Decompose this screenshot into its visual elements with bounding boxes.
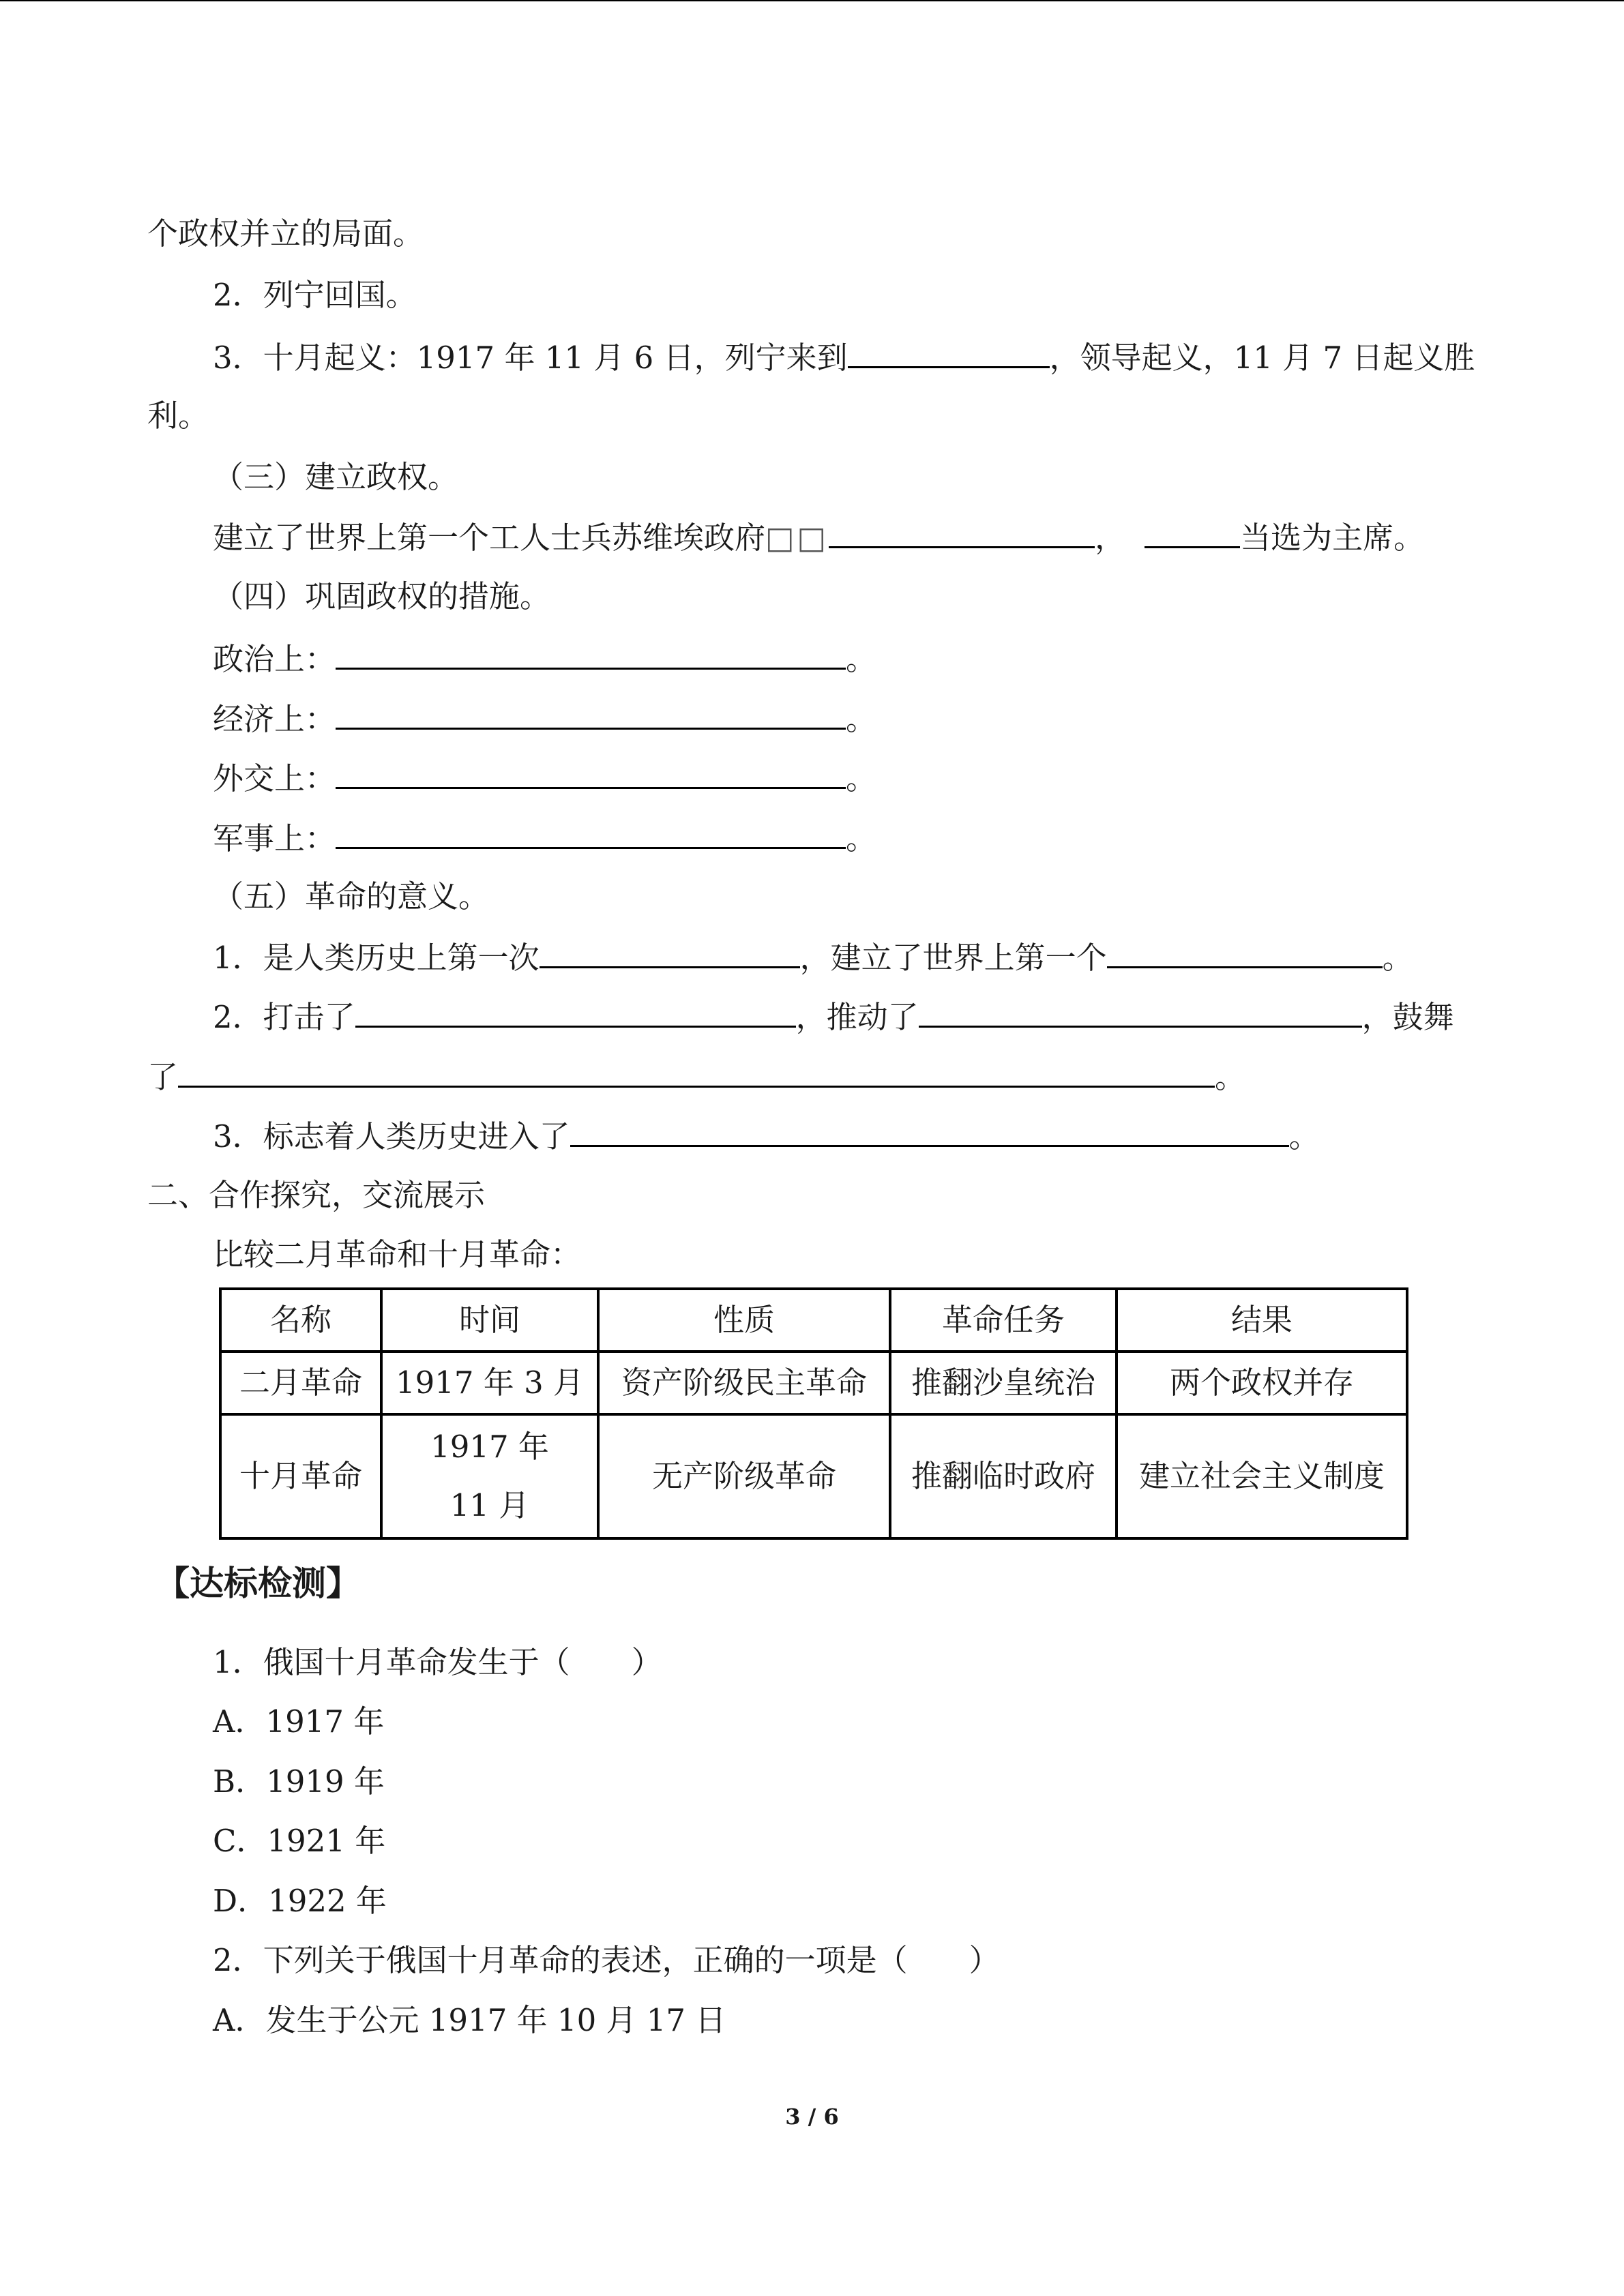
text-line: 建立了世界上第一个工人士兵苏维埃政府□□ ， 当选为主席。 xyxy=(213,516,1424,558)
fill-blank[interactable] xyxy=(336,698,846,730)
fill-blank[interactable] xyxy=(178,1056,1215,1088)
text-line: 2．列宁回国。 xyxy=(213,277,417,313)
section-title: （五）革命的意义。 xyxy=(213,878,490,914)
fill-blank[interactable] xyxy=(336,638,846,670)
table-cell: 两个政权并存 xyxy=(1117,1352,1407,1414)
table-cell: 无产阶级革命 xyxy=(598,1414,890,1538)
section-title: （三）建立政权。 xyxy=(213,459,459,495)
table-row xyxy=(220,1352,1407,1414)
table-header-cell: 性质 xyxy=(598,1289,890,1352)
text-line: 3．十月起义：1917 年 11 月 6 日，列宁来到 ，领导起义，11 月 7 日起义胜 xyxy=(213,336,1475,378)
text-line: 2．打击了 ，推动了 ，鼓舞 xyxy=(213,996,1454,1038)
table-cell: 建立社会主义制度 xyxy=(1117,1414,1407,1538)
table-cell: 推翻临时政府 xyxy=(890,1414,1117,1538)
fill-blank[interactable] xyxy=(1107,936,1383,968)
fill-blank[interactable] xyxy=(919,996,1362,1028)
table-row xyxy=(220,1414,1407,1538)
answer-option[interactable]: D．1922 年 xyxy=(213,1883,387,1919)
fill-blank[interactable] xyxy=(848,336,1050,368)
text-line: 政治上： 。 xyxy=(213,638,876,680)
quiz-heading: 【达标检测】 xyxy=(156,1564,360,1603)
fill-blank[interactable] xyxy=(570,1115,1289,1147)
table-header-cell: 革命任务 xyxy=(890,1289,1117,1352)
missing-glyph-boxes: □□ xyxy=(765,520,829,556)
text-line: 利。 xyxy=(147,398,209,434)
answer-option[interactable]: A．1917 年 xyxy=(213,1703,385,1740)
table-cell: 1917 年 3 月 xyxy=(381,1352,598,1414)
text-line: 个政权并立的局面。 xyxy=(147,215,424,252)
table-header-cell: 结果 xyxy=(1117,1289,1407,1352)
question: 2．下列关于俄国十月革命的表述，正确的一项是（ ） xyxy=(213,1942,1000,1978)
table-cell: 资产阶级民主革命 xyxy=(598,1352,890,1414)
fill-blank[interactable] xyxy=(355,996,796,1028)
text-line: 外交上： 。 xyxy=(213,757,876,799)
fill-blank[interactable] xyxy=(829,516,1095,548)
table-cell: 二月革命 xyxy=(220,1352,381,1414)
page-number: 3 / 6 xyxy=(785,2104,839,2130)
table-header-row xyxy=(220,1289,1407,1352)
table-header-cell: 时间 xyxy=(381,1289,598,1352)
table-cell: 十月革命 xyxy=(220,1414,381,1538)
text-line: 了 。 xyxy=(147,1056,1245,1098)
text-line: 3．标志着人类历史进入了 。 xyxy=(213,1115,1320,1157)
text-line: 经济上： 。 xyxy=(213,698,876,740)
question: 1．俄国十月革命发生于（ ） xyxy=(213,1644,662,1680)
answer-option[interactable]: A．发生于公元 1917 年 10 月 17 日 xyxy=(213,2002,726,2038)
table-cell: 1917 年 11 月 xyxy=(381,1414,598,1538)
section-title: （四）巩固政权的措施。 xyxy=(213,578,551,614)
fill-blank[interactable] xyxy=(1145,516,1240,548)
answer-option[interactable]: B．1919 年 xyxy=(213,1763,385,1800)
fill-blank[interactable] xyxy=(336,757,846,789)
comparison-table xyxy=(219,1287,1408,1540)
text-line: 军事上： 。 xyxy=(213,817,876,859)
text-line: 1．是人类历史上第一次 ，建立了世界上第一个 。 xyxy=(213,936,1413,979)
fill-blank[interactable] xyxy=(336,817,846,849)
text-line: 比较二月革命和十月革命： xyxy=(213,1236,582,1272)
table-cell: 推翻沙皇统治 xyxy=(890,1352,1117,1414)
section-heading: 二、合作探究，交流展示 xyxy=(147,1177,486,1213)
fill-blank[interactable] xyxy=(540,936,800,968)
table-header-cell: 名称 xyxy=(220,1289,381,1352)
answer-option[interactable]: C．1921 年 xyxy=(213,1823,386,1859)
top-border xyxy=(0,0,1624,1)
